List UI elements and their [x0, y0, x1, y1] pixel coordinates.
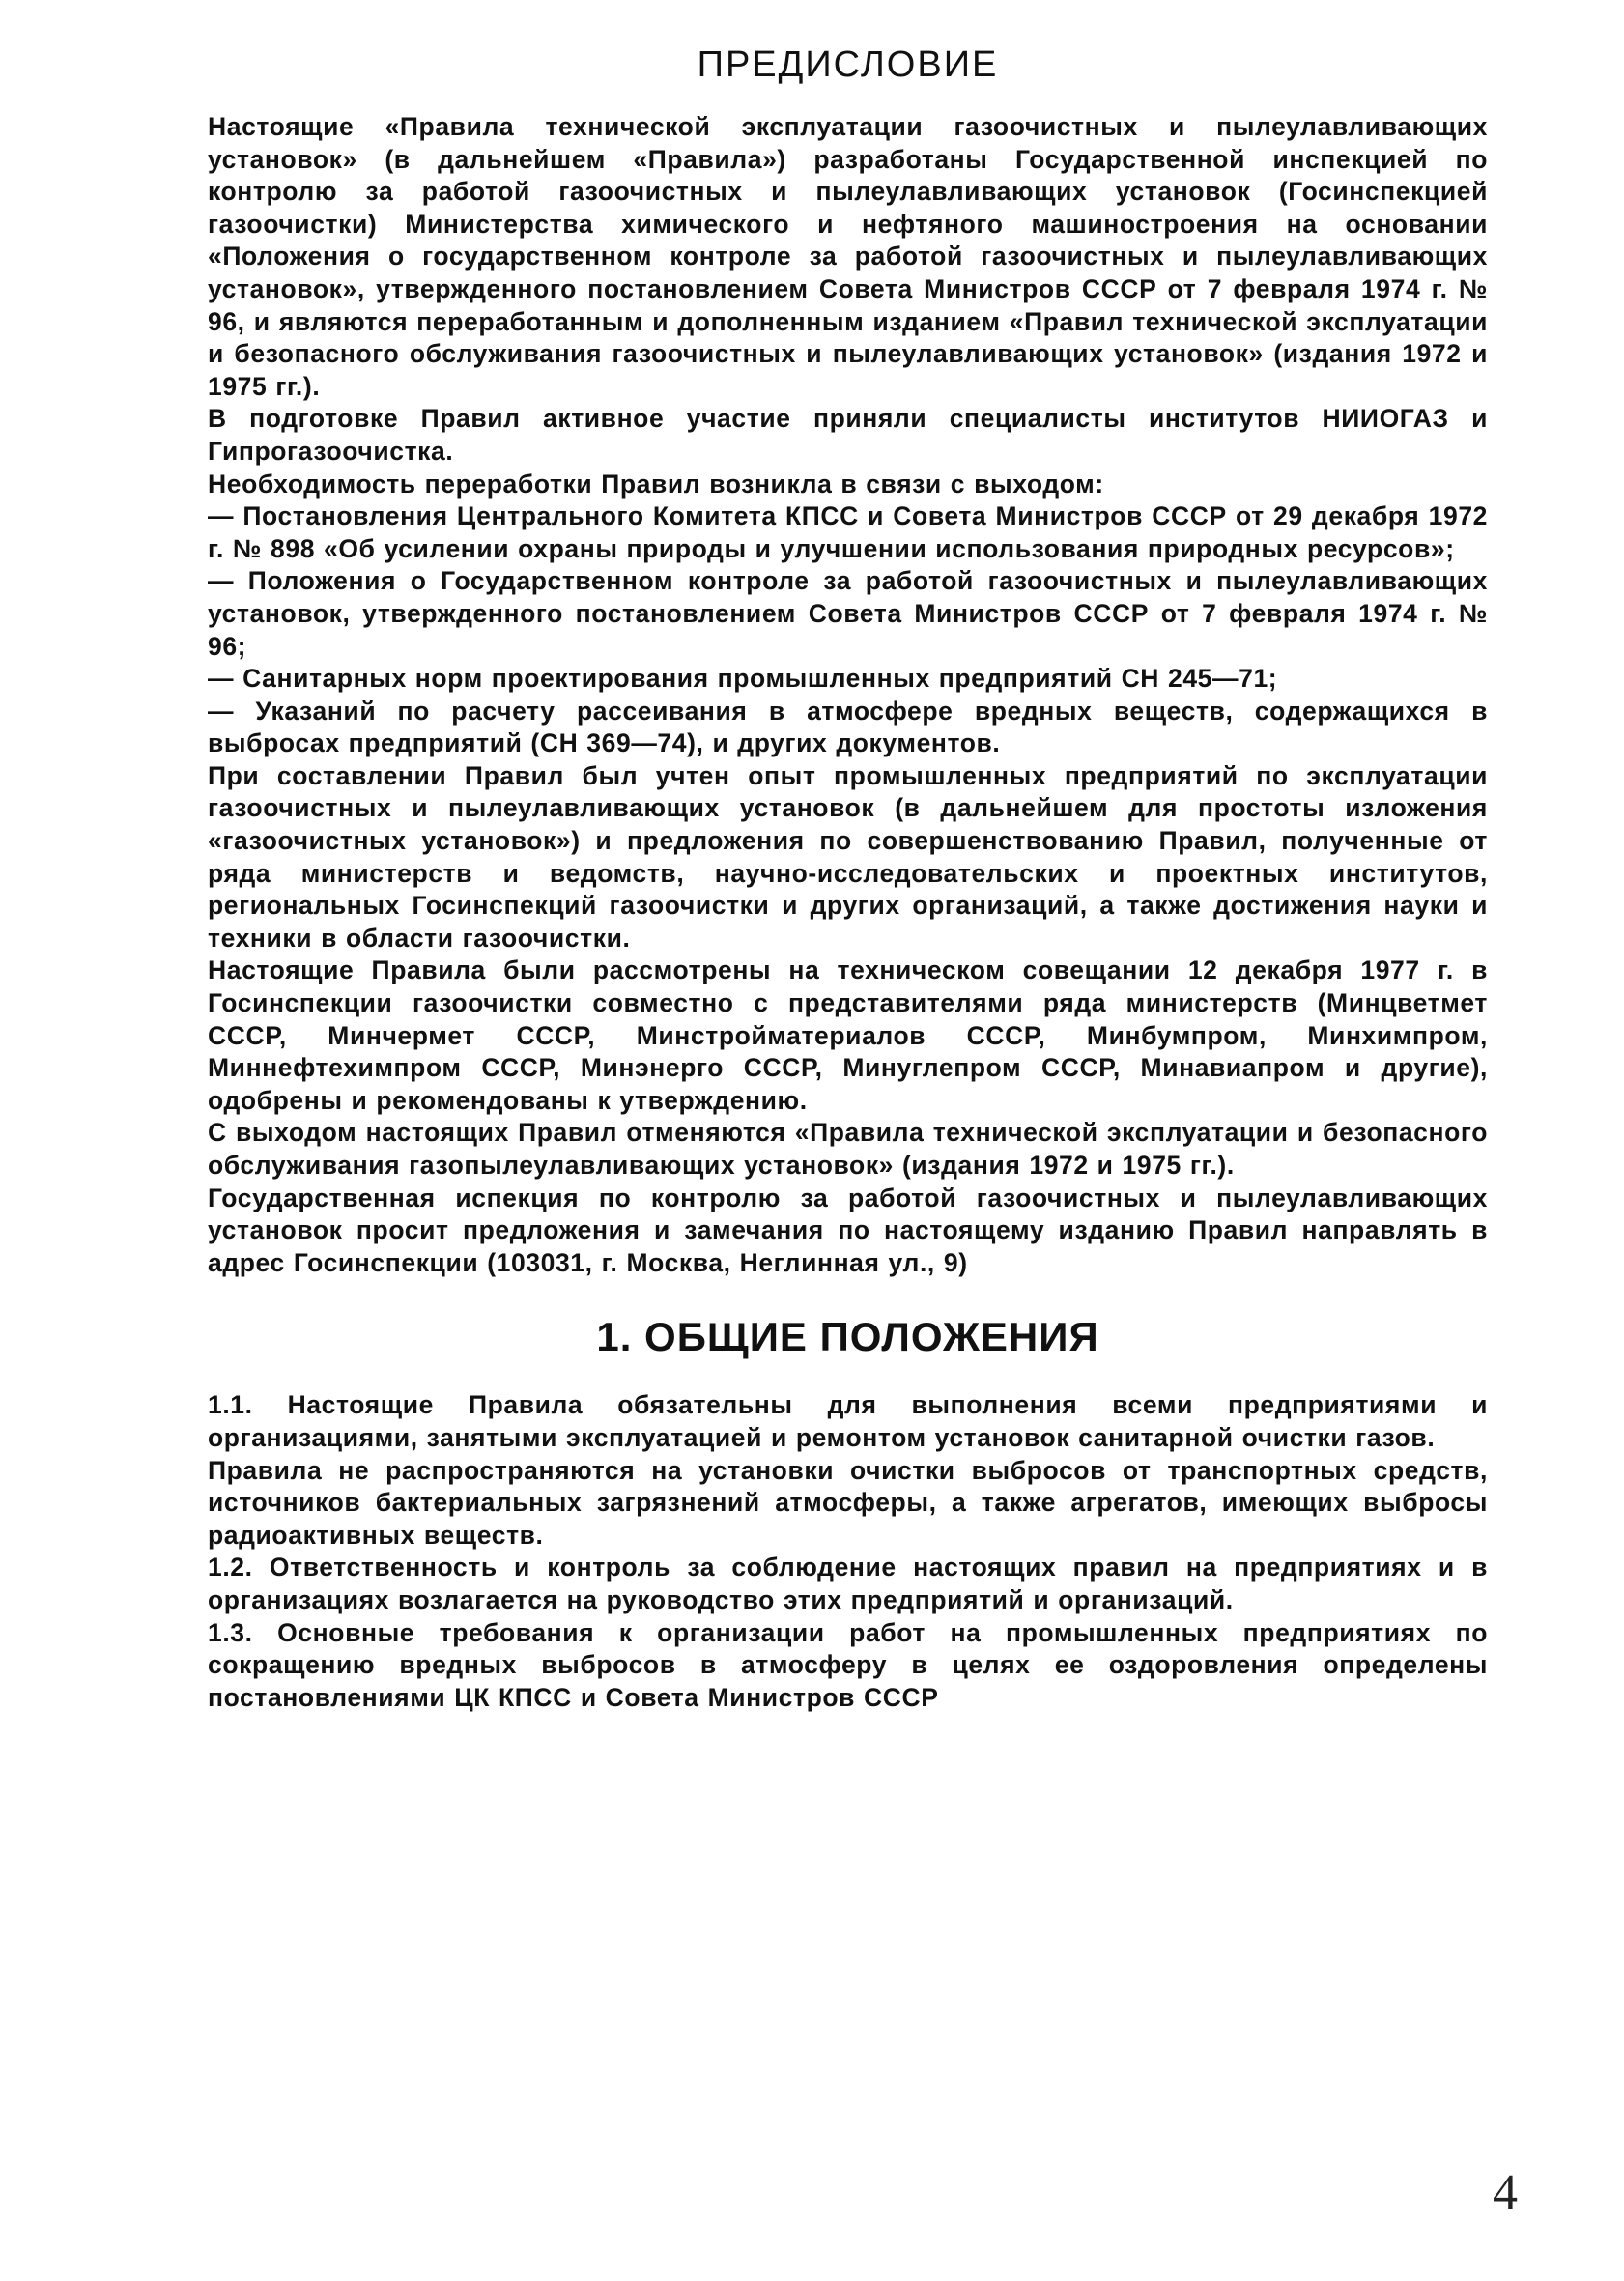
preface-paragraph: Необходимость переработки Правил возникла в связи с выходом: [208, 469, 1104, 499]
preface-body [208, 111, 1488, 1279]
section-1-paragraph: 1.1. Настоящие Правила обязательны для выполнения всеми предприятиями и организациями, занятыми эксплуатацией и ремонтом установок санитарной очистки газов. [208, 1390, 1488, 1452]
preface-list-item: — Указаний по расчету рассеивания в атмосфере вредных веществ, содержащихся в выбросах предприятий (СН 369—74), и других документов. [208, 696, 1488, 758]
preface-paragraph: Государственная испекция по контролю за работой газоочистных и пылеулавливающих установок просит предложения и замечания по настоящему изданию Правил направлять в адрес Госинспекции (103031, г. Москва, Неглинная ул., 9) [208, 1183, 1488, 1277]
preface-paragraph: Настоящие «Правила технической эксплуатации газоочистных и пылеулавливающих установок» (в дальнейшем «Правила») разработаны Государственной инспекцией по контролю за работой газоочистных и пылеулавливающих установок (Госинспекцией газоочистки) Министерства химического и нефтяного машиностроения на основании «Положения о государственном контроле за работой газоочистных и пылеулавливающих установок», утвержденного постановлением Совета Министров СССР от 7 февраля 1974 г. № 96, и являются переработанным и дополненным изданием «Правил технической эксплуатации и безопасного обслуживания газоочистных и пылеулавливающих установок» (издания 1972 и 1975 гг.). [208, 112, 1488, 401]
section-1-paragraph: 1.2. Ответственность и контроль за соблюдение настоящих правил на предприятиях и в организациях возлагается на руководство этих предприятий и организаций. [208, 1553, 1488, 1614]
section-1-paragraph: Правила не распространяются на установки очистки выбросов от транспортных средств, источников бактериальных загрязнений атмосферы, а также агрегатов, имеющих выбросы радиоактивных веществ. [208, 1455, 1488, 1550]
section-1-body [208, 1389, 1488, 1714]
preface-paragraph: С выходом настоящих Правил отменяются «Правила технической эксплуатации и безопасного обслуживания газопылеулавливающих установок» (издания 1972 и 1975 гг.). [208, 1118, 1488, 1180]
preface-paragraph: При составлении Правил был учтен опыт промышленных предприятий по эксплуатации газоочистных и пылеулавливающих установок (в дальнейшем для простоты изложения «газоочистных установок») и предложения по совершенствованию Правил, полученные от ряда министерств и ведомств, научно-исследовательских и проектных институтов, региональных Госинспекций газоочистки и других организаций, а также достижения науки и техники в области газоочистки. [208, 760, 1488, 953]
section-1-paragraph: 1.3. Основные требования к организации работ на промышленных предприятиях по сокращению вредных выбросов в атмосферу в целях ее оздоровления определены постановлениями ЦК КПСС и Совета Министров СССР [208, 1617, 1488, 1712]
page-content [208, 44, 1488, 1714]
preface-paragraph: В подготовке Правил активное участие приняли специалисты институтов НИИОГАЗ и Гипрогазоочистка. [208, 404, 1488, 466]
preface-list-item: — Положения о Государственном контроле за работой газоочистных и пылеулавливающих установок, утвержденного постановлением Совета Министров СССР от 7 февраля 1974 г. № 96; [208, 566, 1488, 661]
preface-paragraph: Настоящие Правила были рассмотрены на техническом совещании 12 декабря 1977 г. в Госинспекции газоочистки совместно с представителями ряда министерств (Минцветмет СССР, Минчермет СССР, Минстройматериалов СССР, Минбумпром, Минхимпром, Миннефтехимпром СССР, Минэнерго СССР, Минуглепром СССР, Минавиапром и другие), одобрены и рекомендованы к утверждению. [208, 955, 1488, 1115]
page-number: 4 [1493, 2165, 1518, 2220]
preface-list-item: — Санитарных норм проектирования промышленных предприятий СН 245—71; [208, 664, 1278, 694]
preface-title: ПРЕДИСЛОВИЕ [697, 44, 999, 85]
section-1-title: 1. ОБЩИЕ ПОЛОЖЕНИЯ [596, 1314, 1099, 1360]
preface-list-item: — Постановления Центрального Комитета КПСС и Совета Министров СССР от 29 декабря 1972 г. № 898 «Об усилении охраны природы и улучшении использования природных ресурсов»; [208, 501, 1488, 563]
